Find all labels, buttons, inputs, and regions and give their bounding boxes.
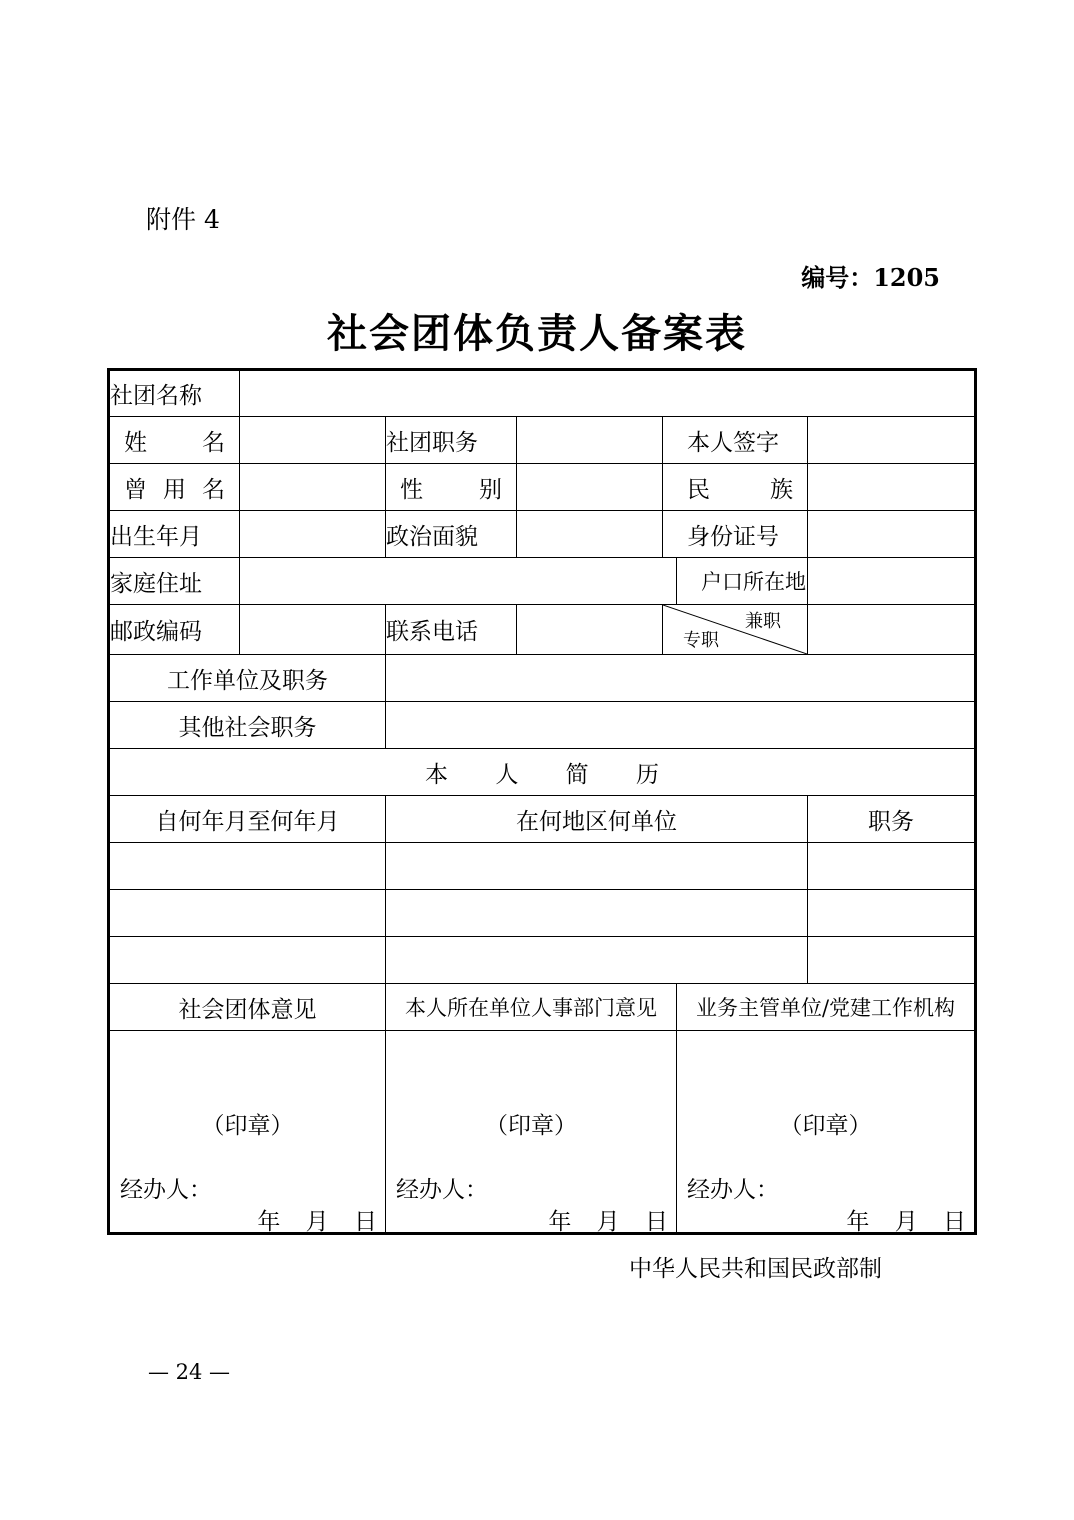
resume-place-header: 在何地区何单位 [386, 796, 808, 843]
birth-label: 出生年月 [109, 511, 240, 558]
part-time-option: 兼职 [745, 611, 781, 632]
name-field[interactable] [240, 417, 386, 464]
handler-label: 经办人： [396, 1177, 488, 1203]
id-label: 身份证号 [663, 511, 808, 558]
handler-label: 经办人： [687, 1177, 779, 1203]
work-unit-label: 工作单位及职务 [109, 655, 386, 702]
resume-period-field[interactable] [109, 843, 386, 890]
hukou-field[interactable] [808, 558, 976, 605]
resume-position-field[interactable] [808, 890, 976, 937]
org-name-field[interactable] [240, 370, 976, 417]
form-row-work-unit [109, 655, 976, 702]
hukou-label: 户口所在地 [677, 558, 808, 605]
opinion-signature-row [109, 1031, 976, 1234]
form-row-name [109, 417, 976, 464]
page-title: 社会团体负责人备案表 [327, 310, 747, 357]
political-field[interactable] [517, 511, 663, 558]
supervisor-opinion-field[interactable] [677, 1031, 976, 1234]
ethnicity-field[interactable] [808, 464, 976, 511]
supervisor-opinion-header: 业务主管单位/党建工作机构 [677, 984, 976, 1031]
seal-placeholder: （印章） [779, 1113, 872, 1139]
date-label: 年 月 日 [846, 1209, 967, 1234]
resume-position-field[interactable] [808, 937, 976, 984]
position-field[interactable] [517, 417, 663, 464]
full-time-option: 专职 [683, 630, 719, 651]
resume-position-field[interactable] [808, 843, 976, 890]
org-name-label: 社团名称 [109, 370, 240, 417]
resume-row [109, 843, 976, 890]
form-row-former-name [109, 464, 976, 511]
signature-label: 本人签字 [663, 417, 808, 464]
resume-period-field[interactable] [109, 937, 386, 984]
date-label: 年 月 日 [257, 1209, 377, 1234]
resume-place-field[interactable] [386, 890, 808, 937]
resume-header-row [109, 796, 976, 843]
resume-period-field[interactable] [109, 890, 386, 937]
attachment-label: 附件 4 [146, 205, 220, 234]
document-number: 编号：1205 [801, 263, 940, 292]
gender-field[interactable] [517, 464, 663, 511]
position-label: 社团职务 [386, 417, 517, 464]
org-opinion-header: 社会团体意见 [109, 984, 386, 1031]
form-row-other-posts [109, 702, 976, 749]
opinion-header-row [109, 984, 976, 1031]
issuer-footer: 中华人民共和国民政部制 [629, 1256, 882, 1282]
handler-label: 经办人： [120, 1177, 212, 1203]
name-label: 姓 名 [109, 417, 240, 464]
gender-label: 性 别 [386, 464, 517, 511]
employer-opinion-header: 本人所在单位人事部门意见 [386, 984, 677, 1031]
form-row-org-name [109, 370, 976, 417]
political-label: 政治面貌 [386, 511, 517, 558]
form-row-address [109, 558, 976, 605]
resume-row [109, 890, 976, 937]
resume-place-field[interactable] [386, 937, 808, 984]
signature-field[interactable] [808, 417, 976, 464]
resume-row [109, 937, 976, 984]
registration-form [107, 368, 977, 1235]
employer-opinion-field[interactable] [386, 1031, 677, 1234]
employment-type-cell[interactable] [663, 605, 808, 655]
phone-label: 联系电话 [386, 605, 517, 655]
id-field[interactable] [808, 511, 976, 558]
seal-placeholder: （印章） [201, 1113, 294, 1139]
resume-period-header: 自何年月至何年月 [109, 796, 386, 843]
work-unit-field[interactable] [386, 655, 976, 702]
resume-place-field[interactable] [386, 843, 808, 890]
former-name-label: 曾 用 名 [109, 464, 240, 511]
date-label: 年 月 日 [548, 1209, 668, 1234]
resume-title: 本 人 简 历 [109, 749, 976, 796]
form-row-postcode [109, 605, 976, 655]
address-label: 家庭住址 [109, 558, 240, 605]
resume-position-header: 职务 [808, 796, 976, 843]
phone-field[interactable] [517, 605, 663, 655]
other-posts-field[interactable] [386, 702, 976, 749]
postcode-field[interactable] [240, 605, 386, 655]
postcode-label: 邮政编码 [109, 605, 240, 655]
employment-type-field[interactable] [808, 605, 976, 655]
form-row-birth [109, 511, 976, 558]
former-name-field[interactable] [240, 464, 386, 511]
org-opinion-field[interactable] [109, 1031, 386, 1234]
birth-field[interactable] [240, 511, 386, 558]
other-posts-label: 其他社会职务 [109, 702, 386, 749]
resume-title-row [109, 749, 976, 796]
seal-placeholder: （印章） [485, 1113, 577, 1139]
page-number: — 24 — [147, 1360, 231, 1384]
address-field[interactable] [240, 558, 677, 605]
ethnicity-label: 民 族 [663, 464, 808, 511]
